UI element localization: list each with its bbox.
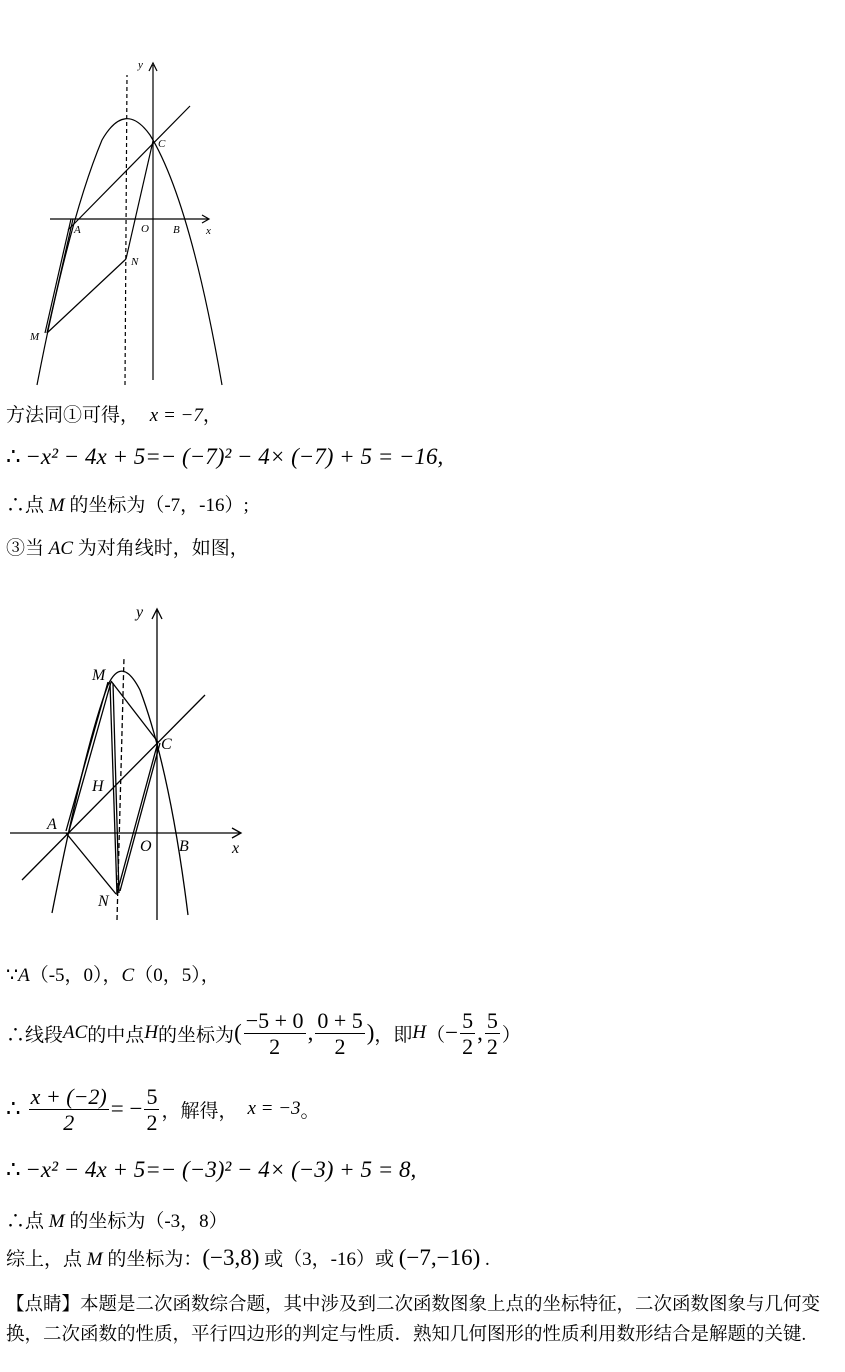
solution-x: x = −3 <box>247 1098 301 1119</box>
fraction-y-den: 2 <box>334 1033 346 1059</box>
fraction-hy <box>485 1008 500 1059</box>
midpoint-h-line <box>6 1002 521 1064</box>
fraction-y-num: 0 + 5 <box>317 1007 363 1033</box>
point-m-coord-line-1 <box>6 490 249 517</box>
open-paren: ( <box>234 1020 242 1045</box>
fraction-five-num: 5 <box>146 1083 158 1109</box>
summary-prefix: 综上，点 <box>6 1249 87 1270</box>
x-equals-neg7: x = −7 <box>149 405 203 426</box>
given-points-line <box>6 960 220 987</box>
solve-x-line <box>6 1078 320 1140</box>
a-coord: （-5，0）， <box>29 965 122 986</box>
fig1-label-c: C <box>158 138 166 150</box>
case-prefix: ③当 <box>6 538 49 559</box>
fraction-hx-num: 5 <box>462 1007 474 1033</box>
method-text: 方法同①可得， <box>6 405 140 426</box>
var-h2: H <box>412 1022 427 1043</box>
c-coord: （0，5）， <box>134 965 220 986</box>
therefore-symbol: ∴ <box>6 1157 21 1182</box>
calc-m-value-line-2 <box>6 1157 416 1183</box>
figure-1-parabola-diagram <box>0 0 260 395</box>
therefore-symbol: ∴ <box>6 444 21 469</box>
fraction-hx <box>460 1008 475 1059</box>
fraction-equation <box>29 1084 109 1135</box>
method-same-line <box>6 400 222 427</box>
calc-expression-2: −x² − 4x + 5=− (−3)² − 4× (−3) + 5 = 8, <box>25 1157 417 1182</box>
coord-text: 的坐标为（-3，8） <box>64 1211 228 1232</box>
case-text: 为对角线时，如图， <box>73 538 249 559</box>
fraction-x <box>244 1008 306 1059</box>
var-m: M <box>48 495 65 516</box>
fig2-label-h: H <box>92 778 104 795</box>
fraction-hy-den: 2 <box>486 1033 498 1059</box>
fig1-label-n: N <box>131 256 139 268</box>
fig2-label-o: O <box>140 838 152 855</box>
fig1-label-m: M <box>30 331 40 343</box>
fig2-label-c: C <box>161 736 172 753</box>
calc-m-value-line <box>6 444 443 470</box>
fig2-label-m: M <box>92 667 106 684</box>
paren-close: ） <box>501 1024 521 1046</box>
fig1-label-y: y <box>138 59 143 71</box>
paren-open: （ <box>426 1024 446 1046</box>
coord-text: 的坐标为（-7，-16）; <box>64 495 249 516</box>
fraction-five-den: 2 <box>146 1109 158 1135</box>
summary-line <box>6 1244 490 1271</box>
fraction-five-half <box>144 1084 159 1135</box>
fraction-x-den: 2 <box>269 1033 281 1059</box>
var-ac: AC <box>63 1022 88 1043</box>
fig1-label-x: x <box>206 225 211 237</box>
ie-text: ，即 <box>374 1024 413 1046</box>
fraction-hy-num: 5 <box>486 1007 498 1033</box>
figure-2-parabola-diagram <box>0 595 260 940</box>
midpoint-post: 的坐标为 <box>158 1024 235 1046</box>
fraction-eq-num: x + (−2) <box>30 1083 107 1109</box>
fig2-label-b: B <box>179 838 189 855</box>
point-1: (−3,8) <box>202 1245 260 1270</box>
fraction-x-num: −5 + 0 <box>245 1007 304 1033</box>
var-c: C <box>121 965 135 986</box>
fig1-label-a: A <box>74 224 81 236</box>
calc-expression: −x² − 4x + 5=− (−7)² − 4× (−7) + 5 = −16, <box>25 444 444 469</box>
var-h: H <box>144 1022 159 1043</box>
fig2-label-a: A <box>47 816 57 833</box>
end-period: . <box>480 1249 490 1270</box>
minus: − <box>445 1020 459 1045</box>
point-3: (−7,−16) <box>398 1245 481 1270</box>
case3-line <box>6 533 249 560</box>
point-m-coord-line-2 <box>6 1206 228 1233</box>
var-ac: AC <box>48 538 74 559</box>
prefix-text: ∴点 <box>6 495 49 516</box>
prefix-text: ∴点 <box>6 1211 49 1232</box>
fig1-label-o: O <box>141 223 149 235</box>
fig2-label-n: N <box>98 893 109 910</box>
fig2-label-y: y <box>136 604 144 621</box>
close-paren: ) <box>366 1020 375 1045</box>
comma: ， <box>202 405 222 426</box>
comment-paragraph: 【点睛】本题是二次函数综合题，其中涉及到二次函数图象上点的坐标特征，二次函数图象与几何变换，二次函数的性质，平行四边形的判定与性质．熟知几何图形的性质利用数形结合是解题的关键. <box>6 1295 821 1345</box>
solve-text: ，解得， <box>161 1100 238 1122</box>
var-m: M <box>48 1211 65 1232</box>
fraction-eq-den: 2 <box>63 1109 75 1135</box>
comma2: , <box>477 1020 483 1045</box>
period: 。 <box>300 1100 320 1122</box>
midpoint-mid: 的中点 <box>87 1024 145 1046</box>
fraction-hx-den: 2 <box>462 1033 474 1059</box>
because-symbol: ∵ <box>6 965 19 986</box>
summary-mid: 的坐标为： <box>102 1249 203 1270</box>
comma: , <box>307 1020 314 1045</box>
or-text: 或（3，-16）或 <box>259 1249 399 1270</box>
therefore-symbol: ∴ <box>6 1096 21 1121</box>
fraction-y <box>315 1008 364 1059</box>
midpoint-prefix: ∴线段 <box>6 1024 64 1046</box>
var-m: M <box>86 1249 103 1270</box>
equals-minus: = − <box>110 1096 143 1121</box>
var-a: A <box>18 965 30 986</box>
fig2-label-x: x <box>232 840 240 857</box>
fig1-label-b: B <box>173 224 180 236</box>
